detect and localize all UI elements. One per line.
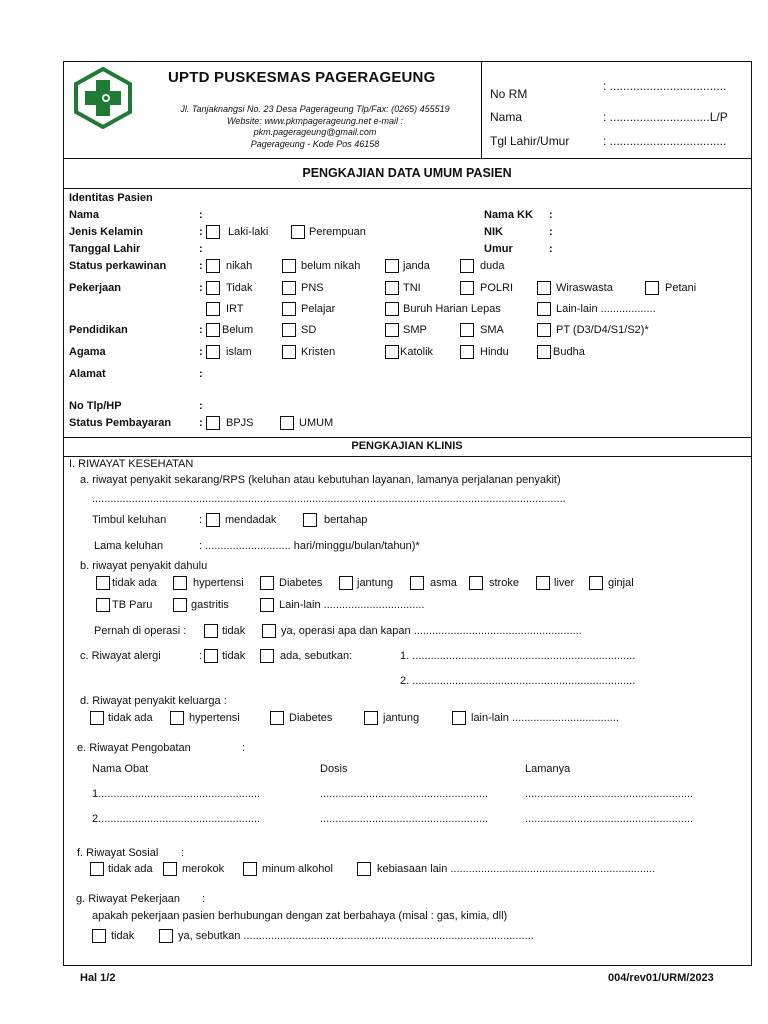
bertahap-label: bertahap bbox=[324, 514, 368, 526]
status-pembayaran-label: Status Pembayaran bbox=[69, 417, 172, 429]
pns-checkbox[interactable] bbox=[282, 281, 296, 295]
belum-nikah-label: belum nikah bbox=[301, 260, 361, 272]
title-bottom-rule bbox=[63, 188, 751, 189]
colon: : bbox=[199, 324, 203, 336]
lama-keluhan-label: Lama keluhan bbox=[94, 540, 164, 552]
lamanya-field-2[interactable]: ....................................................... bbox=[525, 813, 694, 825]
tidak-ada-label: tidak ada bbox=[112, 577, 157, 589]
colon: : bbox=[199, 650, 203, 662]
kristen-label: Kristen bbox=[301, 346, 336, 358]
keluarga-tidak-ada-label: tidak ada bbox=[108, 712, 153, 724]
kebiasaan-lain-checkbox[interactable] bbox=[357, 862, 371, 876]
keluarga-jantung-label: jantung bbox=[383, 712, 420, 724]
address-line: Pagerageung - Kode Pos 46158 bbox=[250, 138, 380, 149]
sma-checkbox[interactable] bbox=[460, 323, 474, 337]
perempuan-label: Perempuan bbox=[309, 226, 366, 238]
belum-nikah-checkbox[interactable] bbox=[282, 259, 296, 273]
lamanya-field-1[interactable]: ....................................................... bbox=[525, 788, 694, 800]
address-line: Website: www.pkmpagerageung.net e-mail : bbox=[227, 115, 403, 126]
alergi-tidak-checkbox[interactable] bbox=[204, 649, 218, 663]
operasi-tidak-checkbox[interactable] bbox=[204, 624, 218, 638]
operasi-tidak-label: tidak bbox=[222, 625, 246, 637]
obat-field-1[interactable]: 1..................................................... bbox=[92, 788, 261, 800]
petani-checkbox[interactable] bbox=[645, 281, 659, 295]
liver-label: liver bbox=[554, 577, 575, 589]
kebiasaan-lain-label: kebiasaan lain ................................................................... bbox=[377, 863, 656, 875]
pelajar-checkbox[interactable] bbox=[282, 302, 296, 316]
puskesmas-logo-icon bbox=[72, 67, 134, 129]
hindu-checkbox[interactable] bbox=[460, 345, 474, 359]
tni-label: TNI bbox=[403, 282, 421, 294]
riwayat-sosial-label: f. Riwayat Sosial bbox=[77, 847, 159, 859]
alamat-label: Alamat bbox=[69, 368, 106, 380]
pekerjaan-tidak-label: tidak bbox=[111, 930, 135, 942]
tgl-lahir-label: Tgl Lahir/Umur bbox=[490, 134, 570, 148]
agama-label: Agama bbox=[69, 346, 106, 358]
liver-checkbox[interactable] bbox=[536, 576, 550, 590]
form-frame bbox=[63, 61, 752, 966]
buruh-checkbox[interactable] bbox=[385, 302, 399, 316]
colon: : bbox=[199, 514, 203, 526]
col-nama-obat: Nama Obat bbox=[92, 763, 149, 775]
tb-paru-checkbox[interactable] bbox=[96, 598, 110, 612]
colon: : bbox=[199, 400, 203, 412]
bpjs-label: BPJS bbox=[226, 417, 254, 429]
duda-label: duda bbox=[480, 260, 505, 272]
riwayat-kesehatan-heading: I. RIWAYAT KESEHATAN bbox=[69, 458, 194, 470]
obat-field-2[interactable]: 2..................................................... bbox=[92, 813, 261, 825]
pengobatan-label: e. Riwayat Pengobatan bbox=[77, 742, 191, 754]
header-bottom-rule bbox=[63, 158, 751, 159]
dosis-field-1[interactable]: ....................................................... bbox=[320, 788, 489, 800]
perempuan-checkbox[interactable] bbox=[291, 225, 305, 239]
address-line: pkm.pagerageung@gmail.com bbox=[253, 127, 377, 137]
keluarga-lain-label: lain-lain ................................... bbox=[471, 712, 619, 724]
identitas-bottom-rule bbox=[63, 437, 751, 438]
wiraswasta-label: Wiraswasta bbox=[556, 282, 613, 294]
colon: : bbox=[202, 893, 206, 905]
alergi-field-2[interactable]: 2. ......................................................................... bbox=[400, 675, 636, 687]
gastritis-label: gastritis bbox=[191, 599, 229, 611]
sma-label: SMA bbox=[480, 324, 504, 336]
umum-label: UMUM bbox=[299, 417, 334, 429]
klinis-heading: PENGKAJIAN KLINIS bbox=[351, 440, 463, 452]
colon: : bbox=[549, 243, 553, 255]
alergi-label: c. Riwayat alergi bbox=[80, 650, 161, 662]
operasi-ya-label: ya, operasi apa dan kapan ....................................................... bbox=[281, 625, 582, 637]
colon: : bbox=[199, 260, 203, 272]
diabetes-label: Diabetes bbox=[279, 577, 323, 589]
operasi-ya-checkbox[interactable] bbox=[262, 624, 276, 638]
page-number: Hal 1/2 bbox=[80, 972, 116, 984]
tni-checkbox[interactable] bbox=[385, 281, 399, 295]
stroke-checkbox[interactable] bbox=[469, 576, 483, 590]
irt-label: IRT bbox=[226, 303, 244, 315]
timbul-keluhan-label: Timbul keluhan bbox=[92, 514, 167, 526]
polri-checkbox[interactable] bbox=[460, 281, 474, 295]
colon: : bbox=[549, 209, 553, 221]
rps-label: a. riwayat penyakit sekarang/RPS (keluhan atau kebutuhan layanan, lamanya perjalanan penyakit) bbox=[80, 474, 561, 486]
status-perkawinan-label: Status perkawinan bbox=[69, 260, 167, 272]
colon: : bbox=[199, 346, 203, 358]
keluarga-jantung-checkbox[interactable] bbox=[364, 711, 378, 725]
form-title: PENGKAJIAN DATA UMUM PASIEN bbox=[302, 166, 512, 180]
keluarga-hipertensi-checkbox[interactable] bbox=[170, 711, 184, 725]
katolik-checkbox[interactable] bbox=[385, 345, 399, 359]
belum-sekolah-label: Belum bbox=[222, 324, 254, 336]
dosis-field-2[interactable]: ....................................................... bbox=[320, 813, 489, 825]
keluarga-diabetes-checkbox[interactable] bbox=[270, 711, 284, 725]
bertahap-checkbox[interactable] bbox=[303, 513, 317, 527]
petani-label: Petani bbox=[665, 282, 697, 294]
pekerjaan-tidak-checkbox[interactable] bbox=[92, 929, 106, 943]
colon: : bbox=[549, 226, 553, 238]
alergi-field-1[interactable]: 1. ......................................................................... bbox=[400, 650, 636, 662]
katolik-label: Katolik bbox=[400, 346, 434, 358]
colon: : bbox=[199, 209, 203, 221]
document-code: 004/rev01/URM/2023 bbox=[608, 972, 714, 984]
pelajar-label: Pelajar bbox=[301, 303, 336, 315]
alkohol-label: minum alkohol bbox=[262, 863, 333, 875]
janda-label: janda bbox=[403, 260, 430, 272]
bpjs-checkbox[interactable] bbox=[206, 416, 220, 430]
colon: : bbox=[199, 368, 203, 380]
sosial-tidak-ada-checkbox[interactable] bbox=[90, 862, 104, 876]
hipertensi-checkbox[interactable] bbox=[173, 576, 187, 590]
rps-field[interactable]: ........................................................................................................................................................... bbox=[92, 493, 566, 505]
islam-checkbox[interactable] bbox=[206, 345, 220, 359]
umum-checkbox[interactable] bbox=[280, 416, 294, 430]
keluarga-hipertensi-label: hypertensi bbox=[189, 712, 240, 724]
asma-label: asma bbox=[430, 577, 457, 589]
pekerjaan-ya-label: ya, sebutkan ............................................................................................... bbox=[178, 930, 534, 942]
jantung-label: jantung bbox=[357, 577, 394, 589]
pt-label: PT (D3/D4/S1/S2)* bbox=[556, 324, 649, 336]
kristen-checkbox[interactable] bbox=[282, 345, 296, 359]
duda-checkbox[interactable] bbox=[460, 259, 474, 273]
lain-lain-pekerjaan-checkbox[interactable] bbox=[537, 302, 551, 316]
asma-checkbox[interactable] bbox=[410, 576, 424, 590]
budha-label: Budha bbox=[553, 346, 585, 358]
pendidikan-label: Pendidikan bbox=[69, 324, 128, 336]
col-dosis: Dosis bbox=[320, 763, 348, 775]
colon: : bbox=[199, 282, 203, 294]
jenis-kelamin-label: Jenis Kelamin bbox=[69, 226, 143, 238]
org-address bbox=[160, 104, 470, 150]
alkohol-checkbox[interactable] bbox=[243, 862, 257, 876]
no-rm-label: No RM bbox=[490, 87, 528, 101]
identitas-heading: Identitas Pasien bbox=[69, 192, 153, 204]
gastritis-checkbox[interactable] bbox=[173, 598, 187, 612]
alergi-ada-checkbox[interactable] bbox=[260, 649, 274, 663]
sd-checkbox[interactable] bbox=[282, 323, 296, 337]
no-rm-field[interactable]: : ................................... bbox=[603, 79, 727, 93]
keluarga-lain-checkbox[interactable] bbox=[452, 711, 466, 725]
mendadak-label: mendadak bbox=[225, 514, 277, 526]
lain-lain-pekerjaan-label: Lain-lain .................. bbox=[556, 303, 656, 315]
nik-label: NIK bbox=[484, 226, 503, 238]
colon: : bbox=[199, 417, 203, 429]
lain-lain-penyakit-checkbox[interactable] bbox=[260, 598, 274, 612]
nama-field[interactable]: : ..............................L/P bbox=[603, 110, 728, 124]
pekerjaan-ya-checkbox[interactable] bbox=[159, 929, 173, 943]
klinis-heading-rule bbox=[63, 456, 751, 457]
lain-lain-penyakit-label: Lain-lain ................................. bbox=[279, 599, 425, 611]
diabetes-checkbox[interactable] bbox=[260, 576, 274, 590]
merokok-label: merokok bbox=[182, 863, 225, 875]
tidak-ada-checkbox[interactable] bbox=[96, 576, 110, 590]
colon: : bbox=[199, 226, 203, 238]
alergi-ada-label: ada, sebutkan: bbox=[280, 650, 353, 662]
belum-sekolah-checkbox[interactable] bbox=[206, 323, 220, 337]
colon: : bbox=[181, 847, 185, 859]
buruh-label: Buruh Harian Lepas bbox=[403, 303, 501, 315]
sd-label: SD bbox=[301, 324, 317, 336]
penyakit-keluarga-label: d. Riwayat penyakit keluarga : bbox=[80, 695, 227, 707]
hipertensi-label: hypertensi bbox=[193, 577, 244, 589]
riwayat-pekerjaan-label: g. Riwayat Pekerjaan bbox=[76, 893, 180, 905]
address-line: Jl. Tanjaknangsi No. 23 Desa Pagerageung Tlp/Fax: (0265) 455519 bbox=[180, 104, 450, 114]
pt-checkbox[interactable] bbox=[537, 323, 551, 337]
hindu-label: Hindu bbox=[480, 346, 509, 358]
colon: : bbox=[199, 243, 203, 255]
penyakit-dahulu-label: b. riwayat penyakit dahulu bbox=[80, 560, 208, 572]
nama-label: Nama bbox=[490, 110, 523, 124]
smp-checkbox[interactable] bbox=[385, 323, 399, 337]
ginjal-checkbox[interactable] bbox=[589, 576, 603, 590]
janda-checkbox[interactable] bbox=[385, 259, 399, 273]
pekerjaan-question: apakah pekerjaan pasien berhubungan dengan zat berbahaya (misal : gas, kimia, dll) bbox=[92, 910, 508, 922]
lama-keluhan-field[interactable]: : ............................ hari/minggu/bulan/tahun)* bbox=[199, 540, 420, 552]
mendadak-checkbox[interactable] bbox=[206, 513, 220, 527]
colon: : bbox=[242, 742, 246, 754]
operasi-label: Pernah di operasi : bbox=[94, 625, 187, 637]
tgl-lahir-field[interactable]: : ................................... bbox=[603, 134, 727, 148]
tidak-bekerja-label: Tidak bbox=[226, 282, 253, 294]
no-tlp-label: No Tlp/HP bbox=[69, 400, 122, 412]
polri-label: POLRI bbox=[480, 282, 514, 294]
nama-kk-label: Nama KK bbox=[484, 209, 533, 221]
keluarga-diabetes-label: Diabetes bbox=[289, 712, 333, 724]
tanggal-lahir-label: Tanggal Lahir bbox=[69, 243, 141, 255]
budha-checkbox[interactable] bbox=[537, 345, 551, 359]
tb-paru-label: TB Paru bbox=[112, 599, 153, 611]
islam-label: islam bbox=[226, 346, 252, 358]
pns-label: PNS bbox=[301, 282, 324, 294]
wiraswasta-checkbox[interactable] bbox=[537, 281, 551, 295]
laki-laki-checkbox[interactable] bbox=[206, 225, 220, 239]
umur-label: Umur bbox=[484, 243, 513, 255]
sosial-tidak-ada-label: tidak ada bbox=[108, 863, 153, 875]
smp-label: SMP bbox=[403, 324, 427, 336]
stroke-label: stroke bbox=[489, 577, 519, 589]
header-divider bbox=[481, 61, 482, 158]
pekerjaan-label: Pekerjaan bbox=[69, 282, 121, 294]
alergi-tidak-label: tidak bbox=[222, 650, 246, 662]
irt-checkbox[interactable] bbox=[206, 302, 220, 316]
ginjal-label: ginjal bbox=[608, 577, 634, 589]
nama-label: Nama bbox=[69, 209, 99, 221]
keluarga-tidak-ada-checkbox[interactable] bbox=[90, 711, 104, 725]
tidak-bekerja-checkbox[interactable] bbox=[206, 281, 220, 295]
jantung-checkbox[interactable] bbox=[339, 576, 353, 590]
nikah-checkbox[interactable] bbox=[206, 259, 220, 273]
col-lamanya: Lamanya bbox=[525, 763, 571, 775]
org-name: UPTD PUSKESMAS PAGERAGEUNG bbox=[168, 69, 436, 86]
merokok-checkbox[interactable] bbox=[163, 862, 177, 876]
nikah-label: nikah bbox=[226, 260, 253, 272]
laki-laki-label: Laki-laki bbox=[228, 226, 269, 238]
